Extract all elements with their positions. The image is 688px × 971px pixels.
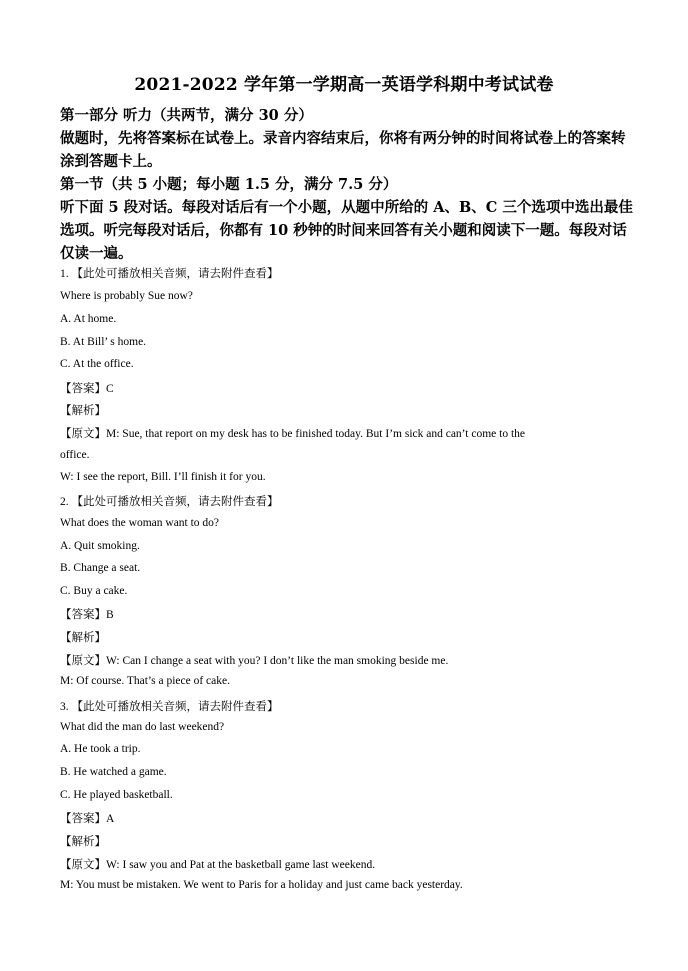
analysis: 【解析】	[60, 405, 106, 417]
option-a: A. Quit smoking.	[60, 540, 140, 552]
instruction-line: 仅读一遍。	[60, 245, 133, 262]
audio-placeholder: 1. 【此处可播放相关音频，请去附件查看】	[60, 268, 279, 280]
transcript-line: W: I see the report, Bill. I’ll finish it for you.	[60, 471, 266, 483]
analysis: 【解析】	[60, 632, 106, 644]
instruction-line: 听下面 5 段对话。每段对话后有一个小题，从题中所给的 A、B、C 三个选项中选出最佳	[60, 199, 633, 216]
option-c: C. At the office.	[60, 358, 134, 370]
instruction-line: 选项。听完每段对话后，你都有 10 秒钟的时间来回答有关小题和阅读下一题。每段对话	[60, 222, 627, 239]
option-b: B. He watched a game.	[60, 766, 167, 778]
answer: 【答案】B	[60, 609, 114, 621]
instruction-line: 涂到答题卡上。	[60, 153, 162, 170]
page-title: 2021-2022 学年第一学期高一英语学科期中考试试卷	[134, 75, 554, 95]
transcript-line: 【原文】W: I saw you and Pat at the basketball game last weekend.	[60, 859, 376, 871]
transcript-line: office.	[60, 449, 90, 461]
option-a: A. He took a trip.	[60, 743, 141, 755]
question-text: What did the man do last weekend?	[60, 721, 225, 733]
option-b: B. Change a seat.	[60, 562, 141, 574]
option-c: C. Buy a cake.	[60, 585, 128, 597]
section-heading: 第一部分 听力（共两节，满分 30 分）	[60, 107, 313, 124]
analysis: 【解析】	[60, 836, 106, 848]
transcript-line: 【原文】M: Sue, that report on my desk has to be finished today. But I’m sick and can’t come to the	[60, 428, 526, 440]
instruction-line: 做题时，先将答案标在试卷上。录音内容结束后，你将有两分钟的时间将试卷上的答案转	[60, 130, 626, 147]
question-text: What does the woman want to do?	[60, 517, 220, 529]
option-c: C. He played basketball.	[60, 789, 173, 801]
option-b: B. At Bill’ s home.	[60, 336, 147, 348]
question-text: Where is probably Sue now?	[60, 290, 193, 302]
option-a: A. At home.	[60, 313, 117, 325]
audio-placeholder: 2. 【此处可播放相关音频，请去附件查看】	[60, 496, 279, 508]
transcript-line: M: You must be mistaken. We went to Paris for a holiday and just came back yesterday.	[60, 879, 463, 891]
subsection-heading: 第一节（共 5 小题；每小题 1.5 分，满分 7.5 分）	[60, 176, 398, 193]
audio-placeholder: 3. 【此处可播放相关音频，请去附件查看】	[60, 701, 279, 713]
transcript-line: 【原文】W: Can I change a seat with you? I don’t like the man smoking beside me.	[60, 655, 449, 667]
answer: 【答案】A	[60, 813, 115, 825]
transcript-line: M: Of course. That’s a piece of cake.	[60, 675, 230, 687]
answer: 【答案】C	[60, 383, 114, 395]
